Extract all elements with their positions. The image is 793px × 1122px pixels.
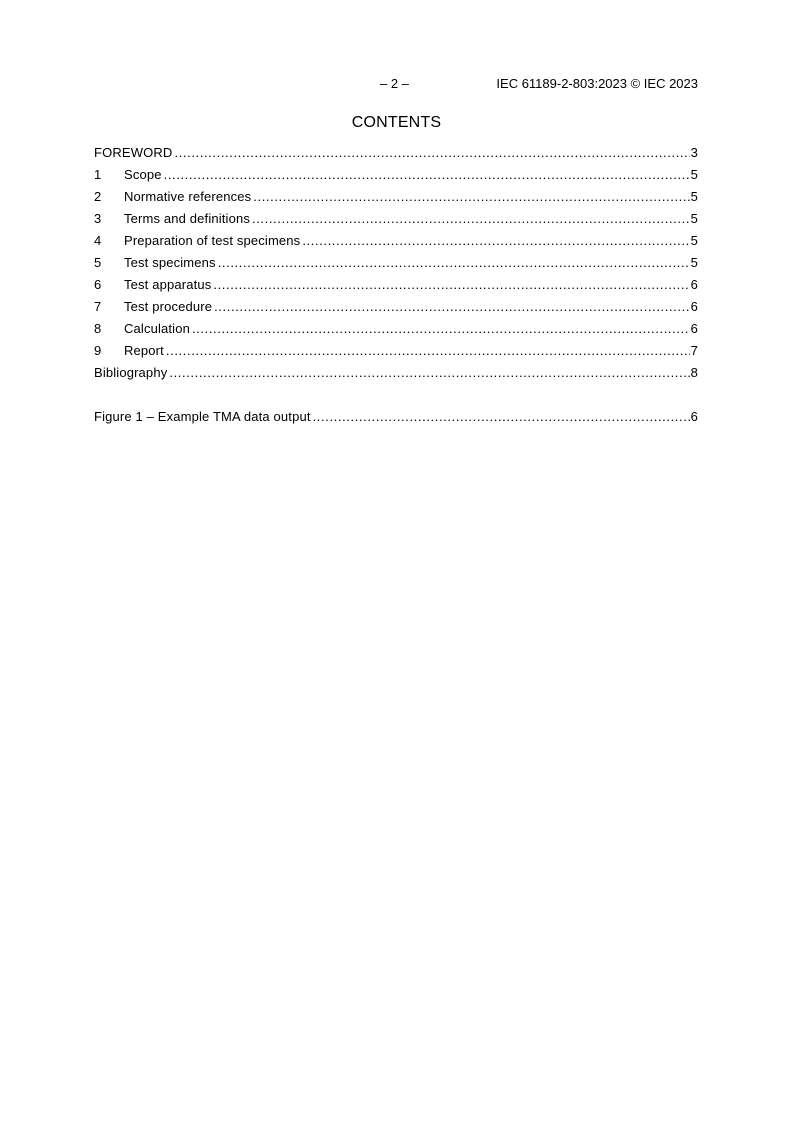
toc-entry-number: 9 [94,343,102,358]
toc-entry-test-procedure[interactable] [94,299,698,321]
toc-entry-number: 3 [94,211,102,226]
toc-entry-label: Test procedure [124,299,213,314]
toc-entry-bibliography[interactable] [94,365,698,387]
dot-leader [252,211,690,227]
toc-entry-normative-references[interactable] [94,189,698,211]
dot-leader [253,189,689,205]
toc-entry-number: 5 [94,255,102,270]
toc-entry-number: 8 [94,321,102,336]
toc-entry-page: 5 [690,189,698,204]
figure-entry-page: 6 [690,409,698,424]
dot-leader [313,409,690,425]
toc-entry-calculation[interactable] [94,321,698,343]
toc-entry-label: Test specimens [124,255,216,270]
contents-title: CONTENTS [351,114,442,131]
dot-leader [218,255,690,271]
toc-entry-page: 6 [690,299,698,314]
toc-entry-page: 6 [690,321,698,336]
dot-leader [169,365,689,381]
figure-entry-label: Figure 1 – Example TMA data output [94,409,311,424]
page-header [94,76,698,92]
toc-entry-label: Terms and definitions [124,211,250,226]
toc-entry-page: 5 [690,211,698,226]
toc-entry-label: Bibliography [94,365,168,380]
toc-entry-number: 7 [94,299,102,314]
toc-entry-report[interactable] [94,343,698,365]
toc-entry-page: 8 [690,365,698,380]
toc-entry-test-specimens[interactable] [94,255,698,277]
dot-leader [192,321,690,337]
toc-entry-page: 5 [690,255,698,270]
toc-entry-page: 5 [690,233,698,248]
toc-entry-number: 4 [94,233,102,248]
toc-entry-label: Scope [124,167,162,182]
dot-leader [166,343,690,359]
toc-entry-label: Test apparatus [124,277,212,292]
toc-entry-number: 2 [94,189,102,204]
dot-leader [214,299,690,315]
page-number: – 2 – [380,76,409,91]
toc-entry-page: 3 [690,145,698,160]
document-identifier: IEC 61189-2-803:2023 © IEC 2023 [496,76,698,91]
toc-entry-label: Calculation [124,321,190,336]
toc-entry-page: 5 [690,167,698,182]
toc-entry-page: 6 [690,277,698,292]
toc-entry-preparation-of-test-specimens[interactable] [94,233,698,255]
toc-entry-scope[interactable] [94,167,698,189]
toc-entry-number: 6 [94,277,102,292]
toc-entry-number: 1 [94,167,102,182]
table-of-contents [94,145,698,431]
toc-entry-foreword[interactable] [94,145,698,167]
figure-entry-1[interactable] [94,409,698,431]
dot-leader [164,167,690,183]
dot-leader [174,145,689,161]
dot-leader [302,233,689,249]
toc-entry-label: Report [124,343,164,358]
toc-entry-label: Preparation of test specimens [124,233,301,248]
toc-entry-test-apparatus[interactable] [94,277,698,299]
toc-entry-page: 7 [690,343,698,358]
dot-leader [213,277,689,293]
toc-entry-terms-and-definitions[interactable] [94,211,698,233]
toc-entry-label: FOREWORD [94,145,173,160]
toc-entry-label: Normative references [124,189,252,204]
